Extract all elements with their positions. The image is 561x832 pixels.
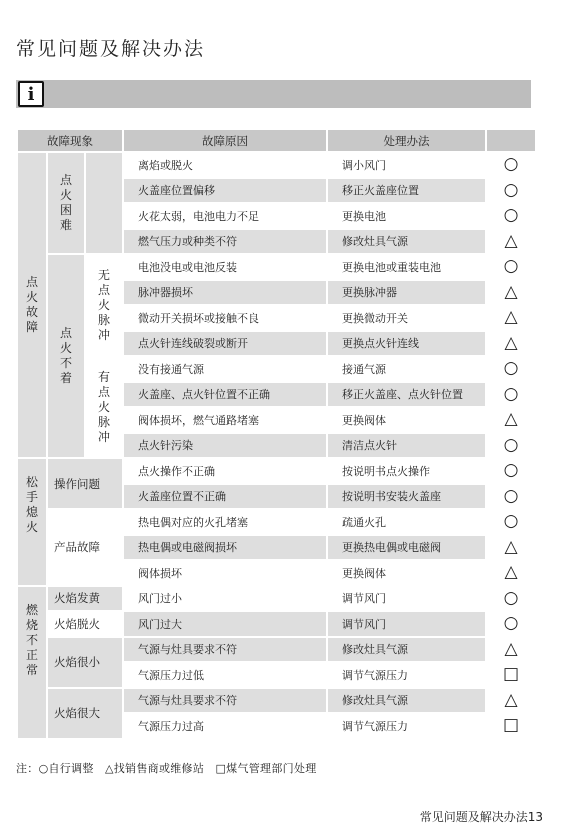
cause-cell: 微动开关损坏或接触不良 [124,306,326,330]
table-row [18,612,535,636]
symbol-cell: △ [487,638,535,662]
table-row [18,357,535,381]
group-loose-extinguish: 松 手 熄 火 [18,459,46,585]
symbol-cell: ○ [487,485,535,509]
solution-cell: 调节气源压力 [328,714,485,738]
group-flame-big: 火焰很大 [48,689,122,738]
symbol-cell: ○ [487,357,535,381]
symbol-cell: ○ [487,179,535,203]
group-ignition-fault: 点 火 故 障 [18,153,46,457]
group-no-spark: 无 点 火 脉 冲 [86,255,122,355]
solution-cell: 更换电池或重装电池 [328,255,485,279]
symbol-cell: ○ [487,587,535,611]
cause-cell: 没有接通气源 [124,357,326,381]
table-row [18,510,535,534]
symbol-cell: △ [487,689,535,713]
cause-cell: 电池没电或电池反装 [124,255,326,279]
cause-cell: 离焰或脱火 [124,153,326,177]
page-title: 常见问题及解决办法 [16,38,206,60]
symbol-cell: ○ [487,255,535,279]
table-row [18,459,535,483]
group-flame-off: 火焰脱火 [48,612,122,636]
table-row [18,153,535,177]
table-row [18,255,535,279]
legend-note: 注：○自行调整 △找销售商或维修站 □煤气管理部门处理 [16,762,317,775]
solution-cell: 修改灶具气源 [328,230,485,254]
cause-cell: 火盖座、点火针位置不正确 [124,383,326,407]
cause-cell: 点火针污染 [124,434,326,458]
symbol-cell: ○ [487,153,535,177]
solution-cell: 更换阀体 [328,561,485,585]
symbol-cell: ○ [487,383,535,407]
solution-cell: 修改灶具气源 [328,638,485,662]
solution-cell: 更换微动开关 [328,306,485,330]
solution-cell: 调节风门 [328,612,485,636]
solution-cell: 更换点火针连线 [328,332,485,356]
symbol-cell: ○ [487,510,535,534]
cause-cell: 火花太弱，电池电力不足 [124,204,326,228]
solution-cell: 调节风门 [328,587,485,611]
header-symbol [487,130,535,151]
table-row [18,638,535,662]
symbol-cell: ○ [487,204,535,228]
group-combustion-abnormal: 燃 烧 不 正 常 [18,587,46,738]
group-flame-yellow: 火焰发黄 [48,587,122,611]
symbol-cell: ○ [487,459,535,483]
symbol-cell: □ [487,663,535,687]
cause-cell: 点火操作不正确 [124,459,326,483]
solution-cell: 更换电池 [328,204,485,228]
solution-cell: 更换阀体 [328,408,485,432]
solution-cell: 疏通火孔 [328,510,485,534]
cause-cell: 气源压力过高 [124,714,326,738]
page-footer: 常见问题及解决办法13 [419,810,543,824]
table-row [18,689,535,713]
group-product-fault: 产品故障 [48,510,122,585]
solution-cell: 更换热电偶或电磁阀 [328,536,485,560]
header-phenomenon: 故障现象 [18,130,122,151]
symbol-cell: ○ [487,434,535,458]
solution-cell: 清洁点火针 [328,434,485,458]
symbol-cell: △ [487,561,535,585]
cause-cell: 阀体损坏 [124,561,326,585]
cause-cell: 气源与灶具要求不符 [124,638,326,662]
cause-cell: 点火针连线破裂或断开 [124,332,326,356]
symbol-cell: △ [487,408,535,432]
cause-cell: 热电偶或电磁阀损坏 [124,536,326,560]
group-no-fire-difficult: 点 火 困 难 [48,153,84,253]
cause-cell: 燃气压力或种类不符 [124,230,326,254]
info-icon: i [18,81,44,107]
cause-cell: 脉冲器损坏 [124,281,326,305]
symbol-cell: △ [487,281,535,305]
group-no-fire: 点 火 不 着 [48,255,84,457]
header-cause: 故障原因 [124,130,326,151]
cause-cell: 阀体损坏，燃气通路堵塞 [124,408,326,432]
symbol-cell: △ [487,230,535,254]
cause-cell: 风门过大 [124,612,326,636]
symbol-cell: △ [487,332,535,356]
solution-cell: 更换脉冲器 [328,281,485,305]
solution-cell: 按说明书安装火盖座 [328,485,485,509]
group-has-spark: 有 点 火 脉 冲 [86,357,122,457]
info-bar [16,80,531,108]
group-operation-problem: 操作问题 [48,459,122,508]
cause-cell: 气源与灶具要求不符 [124,689,326,713]
fault-table [16,128,537,740]
symbol-cell: △ [487,306,535,330]
group-flame-small: 火焰很小 [48,638,122,687]
solution-cell: 调节气源压力 [328,663,485,687]
solution-cell: 移正火盖座、点火针位置 [328,383,485,407]
solution-cell: 移正火盖座位置 [328,179,485,203]
blank-cell [86,153,122,253]
cause-cell: 热电偶对应的火孔堵塞 [124,510,326,534]
table-row [18,587,535,611]
solution-cell: 修改灶具气源 [328,689,485,713]
cause-cell: 气源压力过低 [124,663,326,687]
symbol-cell: △ [487,536,535,560]
cause-cell: 风门过小 [124,587,326,611]
solution-cell: 调小风门 [328,153,485,177]
cause-cell: 火盖座位置不正确 [124,485,326,509]
cause-cell: 火盖座位置偏移 [124,179,326,203]
solution-cell: 按说明书点火操作 [328,459,485,483]
solution-cell: 接通气源 [328,357,485,381]
header-solution: 处理办法 [328,130,485,151]
symbol-cell: □ [487,714,535,738]
symbol-cell: ○ [487,612,535,636]
